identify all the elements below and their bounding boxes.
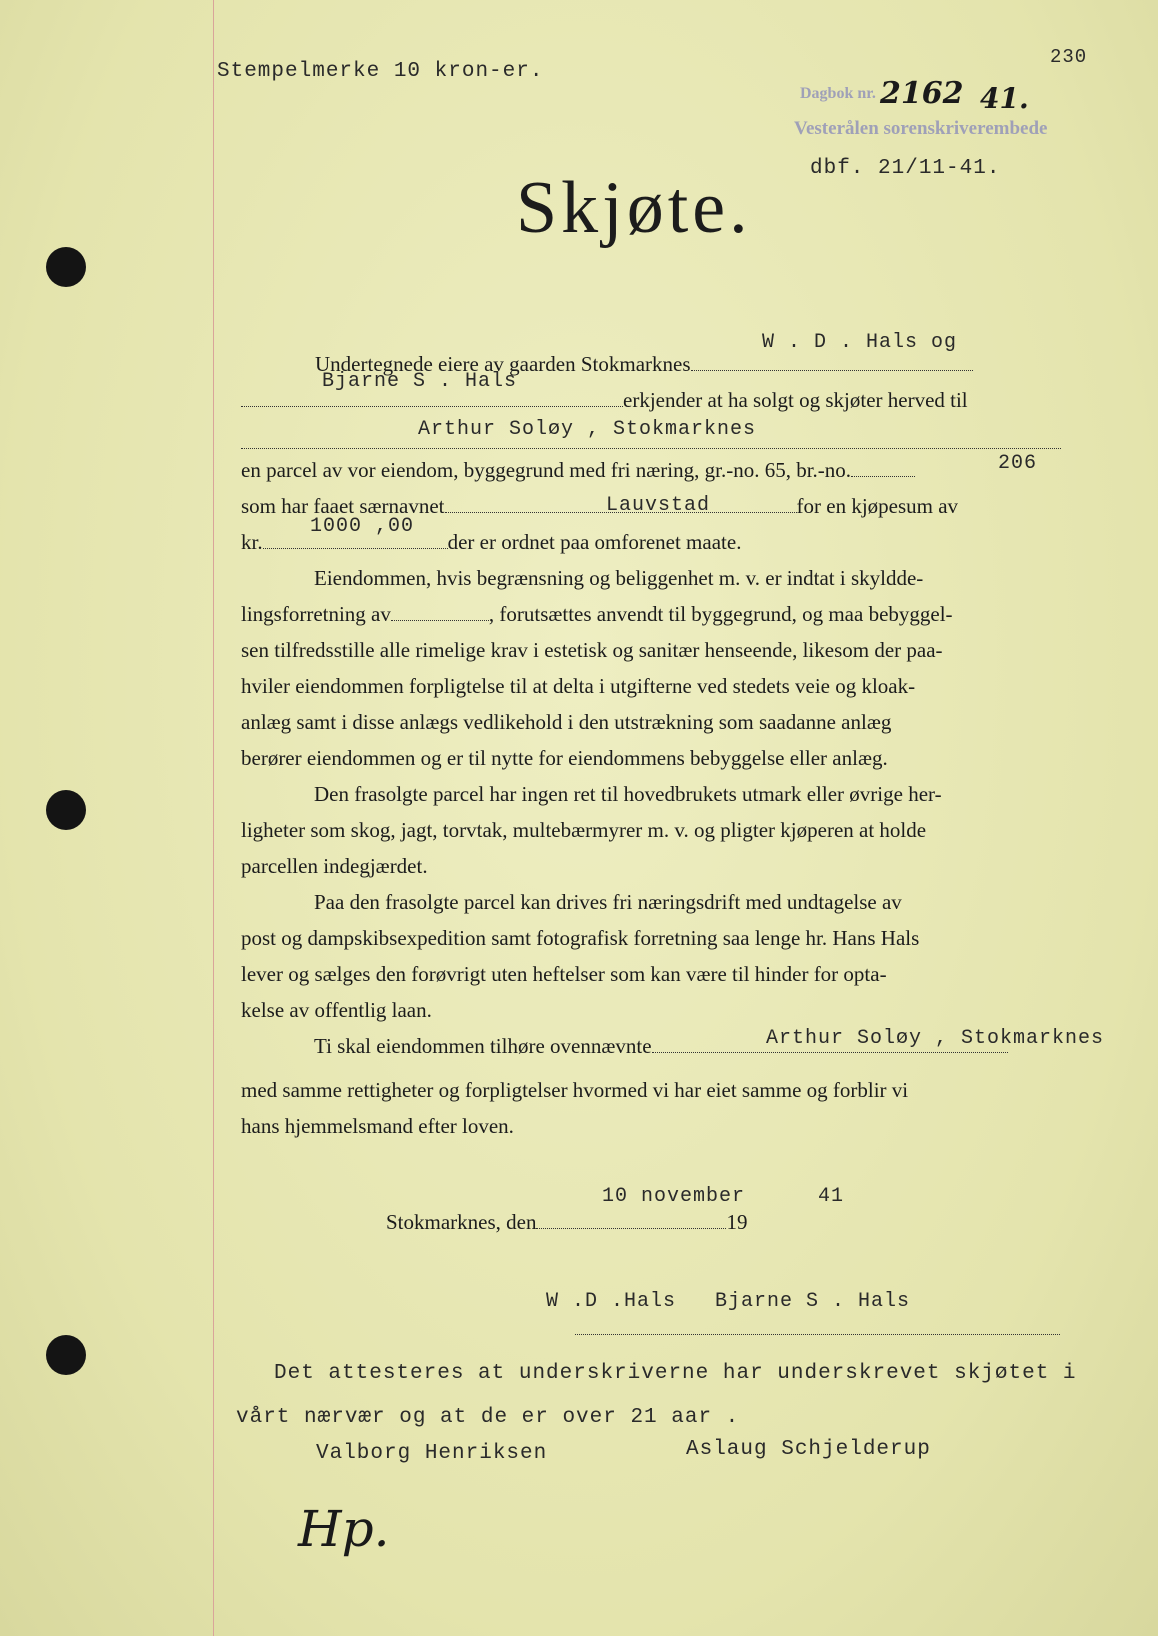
punch-hole-bottom [46,1335,86,1375]
signature-line [575,1334,1060,1335]
register-number: 2162 [880,76,964,111]
attestation-line-1: Det attesteres at underskriverne har underskrevet skjøtet i [274,1362,1077,1385]
fill-buyer-repeat: Arthur Soløy , Stokmarknes [766,1027,1105,1050]
fill-sellers-1: W . D . Hals og [762,331,958,354]
fill-br-no: 206 [998,452,1038,475]
stamp-duty-note: Stempelmerke 10 kron-er. [217,60,544,83]
deed-line-2-text: erkjender at ha solgt og skjøter herved til [623,388,968,412]
fill-line [652,1051,1008,1053]
fill-line [536,1227,726,1229]
fill-line [445,511,797,513]
para2-line-6: berører eiendommen og er til nytte for eiendommens bebyggelse eller anlæg. [241,746,888,770]
document-title: Skjøte. [516,167,752,249]
century-text: 19 [726,1210,748,1234]
para5-line-2: med samme rettigheter og forpligtelser hvormed vi har eiet samme og forblir vi [241,1078,909,1102]
para5-line-1 [314,1032,1064,1060]
deed-line-1-text: Undertegnede eiere av gaarden Stokmarknes [315,352,691,376]
fill-line [241,447,1061,449]
witness-2: Aslaug Schjelderup [686,1438,931,1461]
para5-line-3: hans hjemmelsmand efter loven. [241,1114,514,1138]
fill-line [263,547,448,549]
attestation-line-2: vårt nærvær og at de er over 21 aar . [236,1406,740,1429]
deed-line-6-text-a: kr. [241,530,263,554]
deed-line-4 [241,456,1061,484]
initials-signature: Hp. [298,1500,390,1558]
margin-rule [213,0,214,1636]
fill-line [391,619,489,621]
fill-buyer: Arthur Soløy , Stokmarknes [418,418,757,441]
deed-line-5-text-a: som har faaet særnavnet [241,494,445,518]
deed-line-4-text: en parcel av vor eiendom, byggegrund med fri næring, gr.-no. 65, br.-no. [241,458,852,482]
fill-line [691,369,973,371]
place-date-line [386,1208,846,1236]
deed-line-6 [241,528,1061,556]
fill-sellers-2: Bjarne S . Hals [322,370,518,393]
page-number: 230 [1050,46,1088,68]
para4-line-3: lever og sælges den forøvrigt uten heftelser som kan være til hinder for opta- [241,962,887,986]
para4-line-1: Paa den frasolgte parcel kan drives fri næringsdrift med undtagelse av [314,890,902,914]
fill-year: 41 [818,1185,845,1208]
register-stamp-label: Dagbok nr. [800,85,876,102]
witness-1: Valborg Henriksen [316,1442,548,1465]
punch-hole-top [46,247,86,287]
register-year: 41. [980,82,1029,115]
fill-line [851,475,915,477]
fill-date: 10 november [602,1185,746,1208]
para2-line-3: sen tilfredsstille alle rimelige krav i estetisk og sanitær henseende, likesom der paa- [241,638,943,662]
para2-line-2-text-b: , forutsættes anvendt til byggegrund, og maa bebyggel- [488,602,953,626]
para2-line-2-text-a: lingsforretning av [241,602,391,626]
para4-line-4: kelse av offentlig laan. [241,998,432,1022]
para3-line-3: parcellen indegjærdet. [241,854,428,878]
deed-line-3 [241,428,1061,456]
para5-line-1-text: Ti skal eiendommen tilhøre ovennævnte [314,1034,652,1058]
para2-line-5: anlæg samt i disse anlægs vedlikehold i den utstrækning som saadanne anlæg [241,710,892,734]
para4-line-2: post og dampskibsexpedition samt fotografisk forretning saa lenge hr. Hans Hals [241,926,920,950]
deed-line-6-text-b: der er ordnet paa omforenet maate. [447,530,742,554]
punch-hole-middle [46,790,86,830]
place-text: Stokmarknes, den [386,1210,537,1234]
para2-line-4: hviler eiendommen forpligtelse til at delta i utgifterne ved stedets veie og kloak- [241,674,916,698]
para3-line-2: ligheter som skog, jagt, torvtak, multebærmyrer m. v. og pligter kjøperen at holde [241,818,927,842]
registration-date: dbf. 21/11-41. [810,157,1001,180]
para2-line-2 [241,600,1061,628]
court-office-stamp: Vesterålen sorenskriverembede [794,118,1048,139]
fill-price: 1000 ,00 [310,515,415,538]
deed-line-5-text-b: for en kjøpesum av [796,494,959,518]
deed-line-2 [241,386,1061,414]
para3-line-1: Den frasolgte parcel har ingen ret til hovedbrukets utmark eller øvrige her- [314,782,942,806]
seller-signatures: W .D .Hals Bjarne S . Hals [546,1290,911,1313]
para2-line-1: Eiendommen, hvis begrænsning og beliggenhet m. v. er indtat i skyldde- [314,566,924,590]
fill-property-name: Lauvstad [606,494,711,517]
fill-line [241,405,623,407]
